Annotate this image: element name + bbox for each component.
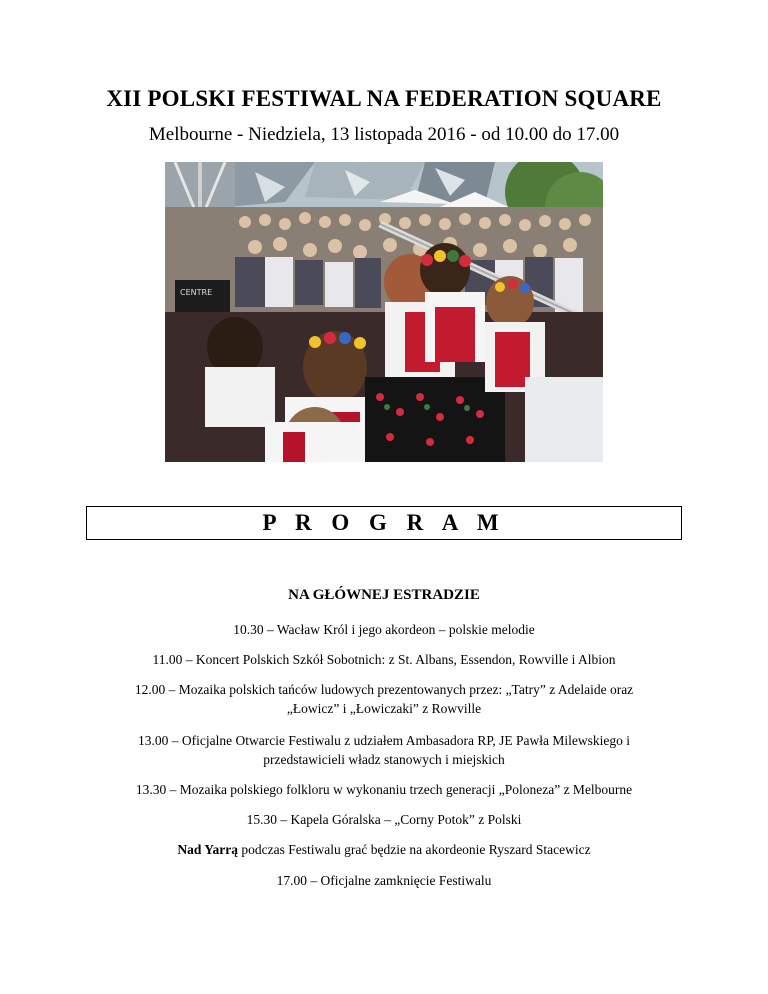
program-item-line: 12.00 – Mozaika polskich tańców ludowych prezentowanych przez: „Tatry” z Adelaide oraz [134, 682, 634, 697]
section-heading: NA GŁÓWNEJ ESTRADZIE [288, 587, 480, 603]
program-item: 10.30 – Wacław Król i jego akordeon – polskie melodie [233, 622, 535, 637]
program-item-line: „Łowicz” i „Łowiczaki” z Rowville [286, 701, 482, 716]
program-item: 15.30 – Kapela Góralska – „Corny Potok” z Polski [246, 812, 522, 827]
program-item [90, 680, 678, 718]
program-item: 11.00 – Koncert Polskich Szkół Sobotnich: z St. Albans, Essendon, Rowville i Albion [152, 652, 616, 667]
sign-text: CENTRE [180, 288, 213, 297]
program-item [90, 731, 678, 769]
program-item-line: przedstawicieli władz stanowych i miejskich [263, 752, 505, 767]
festival-subtitle: Melbourne - Niedziela, 13 listopada 2016 - od 10.00 do 17.00 [148, 124, 620, 145]
festival-photo [165, 162, 603, 462]
program-item: 13.30 – Mozaika polskiego folkloru w wykonaniu trzech generacji „Poloneza” z Melbourne [135, 782, 633, 797]
program-item: 17.00 – Oficjalne zamknięcie Festiwalu [276, 873, 492, 888]
program-item-rest: podczas Festiwalu grać będzie na akordeonie Ryszard Stacewicz [238, 842, 591, 857]
program-item-bold: Nad Yarrą [177, 842, 239, 857]
program-item [90, 840, 678, 859]
festival-title: XII POLSKI FESTIWAL NA FEDERATION SQUARE [106, 86, 662, 111]
program-item-line: 13.00 – Oficjalne Otwarcie Festiwalu z udziałem Ambasadora RP, JE Pawła Milewskiego i [138, 733, 630, 748]
program-heading-box [86, 506, 682, 540]
program-heading: P R O G R A M [262, 510, 506, 535]
